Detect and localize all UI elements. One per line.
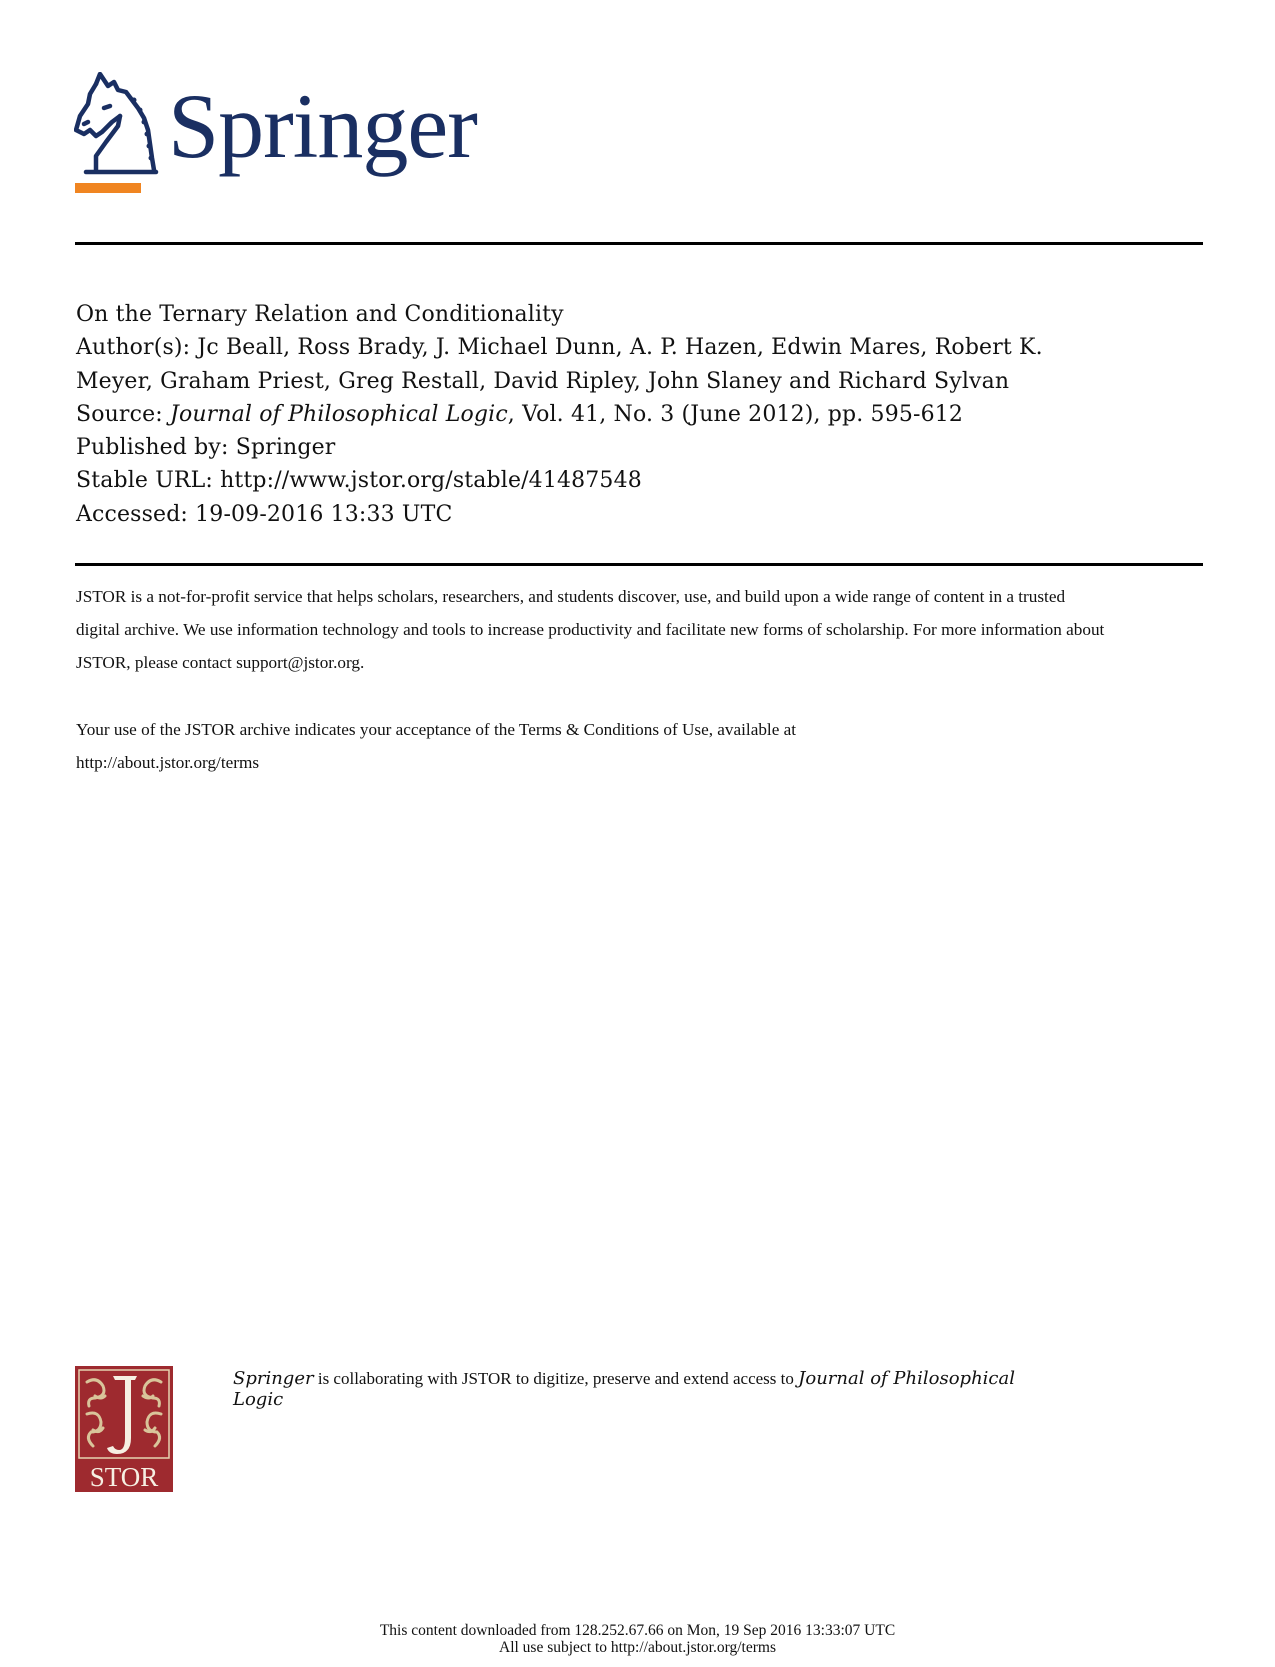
- collab-line-1: [233, 1368, 1015, 1389]
- logo-orange-bar: [75, 183, 141, 193]
- footer-download-info: This content downloaded from 128.252.67.66 on Mon, 19 Sep 2016 13:33:07 UTC: [379, 1622, 896, 1639]
- collaboration-statement: [233, 1368, 1015, 1410]
- citation-block: [76, 298, 1043, 531]
- accessed-date: 19-09-2016 13:33 UTC: [195, 501, 453, 527]
- top-divider: [75, 242, 1203, 245]
- collab-text: is collaborating with JSTOR to digitize, preserve and extend access to: [313, 1369, 799, 1388]
- authors-line-1: [76, 331, 1043, 364]
- authors-label: Author(s):: [76, 335, 191, 361]
- authors-line-2: Meyer, Graham Priest, Greg Restall, David Ripley, John Slaney and Richard Sylvan: [76, 368, 1010, 394]
- article-title: On the Ternary Relation and Conditionality: [76, 302, 564, 327]
- collab-publisher: Springer: [233, 1368, 314, 1389]
- stable-url-label: Stable URL:: [76, 468, 213, 494]
- publisher-name: Springer: [235, 435, 336, 461]
- stable-url-link[interactable]: http://www.jstor.org/stable/41487548: [220, 468, 642, 494]
- notice-para1-line2: digital archive. We use information technology and tools to increase productivity and facilitate new forms of scholarship. For more information about: [76, 620, 1105, 640]
- download-footer: [0, 1622, 1275, 1656]
- source-journal: Journal of Philosophical Logic: [169, 401, 508, 427]
- paragraph-gap: [76, 680, 1104, 713]
- published-by-line: [76, 431, 1043, 464]
- notice-para1-line1: JSTOR is a not-for-profit service that helps scholars, researchers, and students discover, use, and build upon a wide range of content in a trusted: [76, 587, 1066, 606]
- published-label: Published by:: [76, 435, 229, 461]
- accessed-line: [76, 498, 1043, 531]
- source-details: , Vol. 41, No. 3 (June 2012), pp. 595-612: [507, 401, 964, 427]
- springer-horse-icon: [74, 72, 174, 180]
- collab-journal: Journal of Philosophical: [798, 1368, 1015, 1389]
- collab-journal-cont: Logic: [233, 1389, 284, 1410]
- collab-line-2: [233, 1389, 1015, 1410]
- notice-para1-line3: JSTOR, please contact support@jstor.org.: [76, 653, 365, 673]
- springer-logo: [74, 72, 544, 202]
- jstor-logo-text: STOR: [89, 1462, 159, 1492]
- terms-link[interactable]: http://about.jstor.org/terms: [76, 752, 260, 772]
- springer-wordmark: Springer: [168, 75, 477, 177]
- stable-url-line: [76, 464, 1043, 497]
- authors-text: Jc Beall, Ross Brady, J. Michael Dunn, A. P. Hazen, Edwin Mares, Robert K.: [197, 335, 1043, 361]
- jstor-logo-icon: [75, 1366, 173, 1492]
- accessed-label: Accessed:: [76, 501, 188, 527]
- footer-terms: All use subject to http://about.jstor.org/terms: [499, 1639, 776, 1656]
- notice-para2-line1: Your use of the JSTOR archive indicates your acceptance of the Terms & Conditions of Use, available at: [76, 719, 797, 739]
- source-line: [76, 398, 1043, 431]
- source-label: Source:: [76, 401, 163, 427]
- jstor-notice: [76, 580, 1104, 779]
- middle-divider: [75, 563, 1203, 566]
